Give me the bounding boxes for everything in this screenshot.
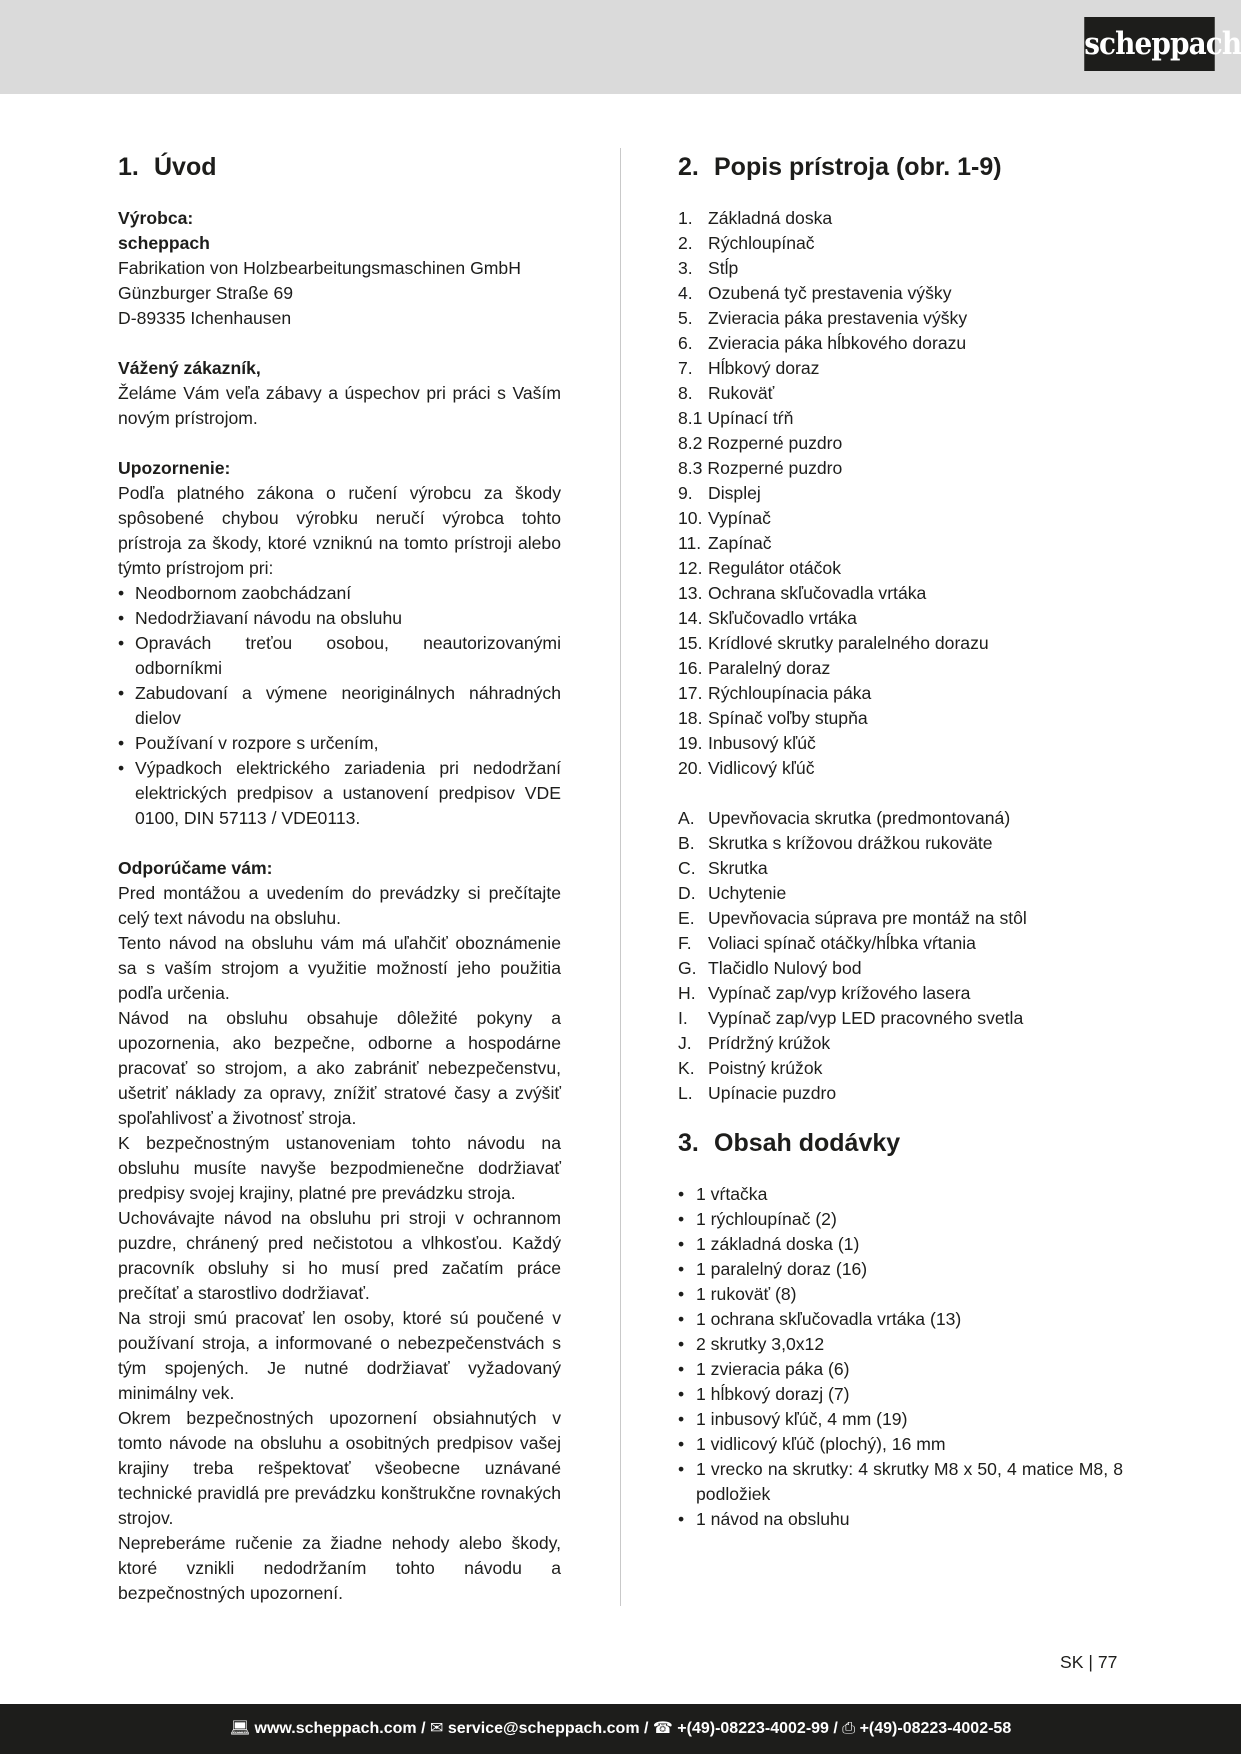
list-item: 8. Rukoväť xyxy=(678,383,775,403)
list-item: J. Prídržný krúžok xyxy=(678,1033,831,1053)
phone-number: +(49)-08223-4002-99 xyxy=(677,1720,829,1737)
fax-icon: ⎙ xyxy=(842,1720,856,1737)
list-item: • 1 rýchloupínač (2) xyxy=(678,1207,1123,1232)
list-item: • Nedodržiavaní návodu na obsluhu xyxy=(118,606,561,631)
list-item: G. Tlačidlo Nulový bod xyxy=(678,958,862,978)
list-item: 8.2 Rozperné puzdro xyxy=(678,433,843,453)
list-item: 18. Spínač voľby stupňa xyxy=(678,708,868,728)
list-item: H. Vypínač zap/vyp krížového lasera xyxy=(678,983,971,1003)
computer-icon: 💻︎ xyxy=(229,1720,251,1737)
list-item: • Používaní v rozpore s určením, xyxy=(118,731,561,756)
list-item: 3. Stĺp xyxy=(678,258,739,278)
section-3-heading: 3. Obsah dodávky xyxy=(678,1129,901,1157)
list-item: • 2 skrutky 3,0x12 xyxy=(678,1332,1123,1357)
list-item: F. Voliaci spínač otáčky/hĺbka vŕtania xyxy=(678,933,976,953)
delivery-contents-list xyxy=(678,1182,1123,1532)
list-item: • 1 návod na obsluhu xyxy=(678,1507,1123,1532)
recommend-label: Odporúčame vám: xyxy=(118,858,273,878)
page-number: SK | 77 xyxy=(1060,1652,1118,1672)
list-item: E. Upevňovacia súprava pre montáž na stôl xyxy=(678,908,1027,928)
list-item: D. Uchytenie xyxy=(678,883,787,903)
recommend-paragraph: Uchovávajte návod na obsluhu pri stroji v ochrannom puzdre, chránený pred nečistotou a vlhkosťou. Každý pracovník obsluhy si ho musí pred začatím práce prečítať a starostlivo dodržiavať. xyxy=(118,1208,561,1303)
list-item: B. Skrutka s krížovou drážkou rukoväte xyxy=(678,833,993,853)
list-item: • 1 inbusový kľúč, 4 mm (19) xyxy=(678,1407,1123,1432)
list-item: • Zabudovaní a výmene neoriginálnych náhradných dielov xyxy=(118,681,561,731)
dear-customer-text: Želáme Vám veľa zábavy a úspechov pri práci s Vaším novým prístrojom. xyxy=(118,383,561,428)
section-1-heading: 1. Úvod xyxy=(118,153,217,181)
list-item: • Opravách treťou osobou, neautorizovanými odborníkmi xyxy=(118,631,561,681)
list-item: • 1 vŕtačka xyxy=(678,1182,1123,1207)
recommend-paragraph: Návod na obsluhu obsahuje dôležité pokyny a upozornenia, ako bezpečne, odborne a hospodárne pracovať so strojom, a ako zabrániť nebezpečenstvu, ušetriť náklady za opravy, znížiť stratové časy a zvýšiť spoľahlivosť a životnosť stroja. xyxy=(118,1008,561,1128)
email-link[interactable]: service@scheppach.com xyxy=(447,1720,640,1737)
recommend-paragraph: Na stroji smú pracovať len osoby, ktoré sú poučené v používaní stroja, a informované o nebezpečenstvách s tým spojených. Je nutné dodržiavať vyžadovaný minimálny vek. xyxy=(118,1308,561,1403)
list-item: 10. Vypínač xyxy=(678,508,771,528)
notice-text: Podľa platného zákona o ručení výrobcu za škody spôsobené chybou výrobku neručí výrobca tohto prístroja za škody, ktoré vzniknú na tomto prístroji alebo týmto prístrojom pri: xyxy=(118,483,561,578)
dear-customer-label: Vážený zákazník, xyxy=(118,358,261,378)
website-link[interactable]: www.scheppach.com xyxy=(254,1720,417,1737)
address-line: Fabrikation von Holzbearbeitungsmaschinen GmbH xyxy=(118,258,521,278)
list-item: 17. Rýchloupínacia páka xyxy=(678,683,872,703)
list-item: A. Upevňovacia skrutka (predmontovaná) xyxy=(678,808,1011,828)
list-item: 8.1 Upínací tŕň xyxy=(678,408,794,428)
list-item: • 1 vidlicový kľúč (plochý), 16 mm xyxy=(678,1432,1123,1457)
list-item: • 1 ochrana skľučovadla vrtáka (13) xyxy=(678,1307,1123,1332)
list-item: 2. Rýchloupínač xyxy=(678,233,815,253)
list-item: 13. Ochrana skľučovadla vrtáka xyxy=(678,583,927,603)
address-line: D-89335 Ichenhausen xyxy=(118,308,292,328)
header-bar xyxy=(0,0,1241,94)
list-item: C. Skrutka xyxy=(678,858,768,878)
section-2-heading: 2. Popis prístroja (obr. 1-9) xyxy=(678,153,1002,181)
parts-list xyxy=(678,206,1123,781)
left-column xyxy=(118,152,561,1606)
list-item: 11. Zapínač xyxy=(678,533,772,553)
list-item: 9. Displej xyxy=(678,483,761,503)
manufacturer-label: Výrobca: xyxy=(118,208,194,228)
list-item: • 1 paralelný doraz (16) xyxy=(678,1257,1123,1282)
list-item: • 1 vrecko na skrutky: 4 skrutky M8 x 50, 4 matice M8, 8 podložiek xyxy=(678,1457,1123,1507)
list-item: K. Poistný krúžok xyxy=(678,1058,823,1078)
list-item: • 1 základná doska (1) xyxy=(678,1232,1123,1257)
list-item: L. Upínacie puzdro xyxy=(678,1083,837,1103)
phone-icon: ☎︎ xyxy=(652,1720,673,1737)
recommend-paragraph: Nepreberáme ručenie za žiadne nehody alebo škody, ktoré vznikli nedodržaním tohto návodu a bezpečnostných upozornení. xyxy=(118,1533,561,1603)
list-item: 15. Krídlové skrutky paralelného dorazu xyxy=(678,633,989,653)
column-divider xyxy=(620,148,621,1606)
list-item: 8.3 Rozperné puzdro xyxy=(678,458,843,478)
list-item: I. Vypínač zap/vyp LED pracovného svetla xyxy=(678,1008,1024,1028)
list-item: 16. Paralelný doraz xyxy=(678,658,831,678)
list-item: • 1 zvieracia páka (6) xyxy=(678,1357,1123,1382)
list-item: 12. Regulátor otáčok xyxy=(678,558,842,578)
right-column xyxy=(678,152,1123,1532)
list-item: 19. Inbusový kľúč xyxy=(678,733,816,753)
notice-list xyxy=(118,581,561,831)
list-item: 14. Skľučovadlo vrtáka xyxy=(678,608,857,628)
list-item: 5. Zvieracia páka prestavenia výšky xyxy=(678,308,968,328)
notice-label: Upozornenie: xyxy=(118,458,231,478)
list-item: 1. Základná doska xyxy=(678,208,833,228)
recommend-paragraph: Pred montážou a uvedením do prevádzky si prečítajte celý text návodu na obsluhu. xyxy=(118,883,561,928)
list-item: 7. Hĺbkový doraz xyxy=(678,358,820,378)
list-item: 20. Vidlicový kľúč xyxy=(678,758,815,778)
fax-number: +(49)-08223-4002-58 xyxy=(859,1720,1012,1737)
address-line: Günzburger Straße 69 xyxy=(118,283,294,303)
manufacturer-name: scheppach xyxy=(118,233,210,253)
list-item: 4. Ozubená tyč prestavenia výšky xyxy=(678,283,952,303)
letter-parts-list xyxy=(678,806,1123,1106)
footer-bar: 💻︎ www.scheppach.com / ✉︎ service@scheppach.com / ☎︎ +(49)-08223-4002-99 / ⎙ +(49)-08223-4002-58 xyxy=(0,1704,1241,1754)
scheppach-logo: scheppach xyxy=(1084,17,1215,71)
recommend-paragraph: Tento návod na obsluhu vám má uľahčiť oboznámenie sa s vaším strojom a využitie možností jeho použitia podľa určenia. xyxy=(118,933,561,1003)
mail-icon: ✉︎ xyxy=(429,1720,444,1737)
list-item: • 1 hĺbkový dorazj (7) xyxy=(678,1382,1123,1407)
recommend-paragraph: Okrem bezpečnostných upozornení obsiahnutých v tomto návode na obsluhu a osobitných predpisov vašej krajiny treba rešpektovať všeobecne uznávané technické pravidlá pre prevádzku konštrukčne rovnakých strojov. xyxy=(118,1408,561,1528)
list-item: • 1 rukoväť (8) xyxy=(678,1282,1123,1307)
list-item: 6. Zvieracia páka hĺbkového dorazu xyxy=(678,333,967,353)
list-item: • Neodbornom zaobchádzaní xyxy=(118,581,561,606)
list-item: • Výpadkoch elektrického zariadenia pri nedodržaní elektrických predpisov a ustanovení predpisov VDE 0100, DIN 57113 / VDE0113. xyxy=(118,756,561,831)
recommend-paragraph: K bezpečnostným ustanoveniam tohto návodu na obsluhu musíte navyše bezpodmienečne dodržiavať predpisy svojej krajiny, platné pre prevádzku stroja. xyxy=(118,1133,561,1203)
